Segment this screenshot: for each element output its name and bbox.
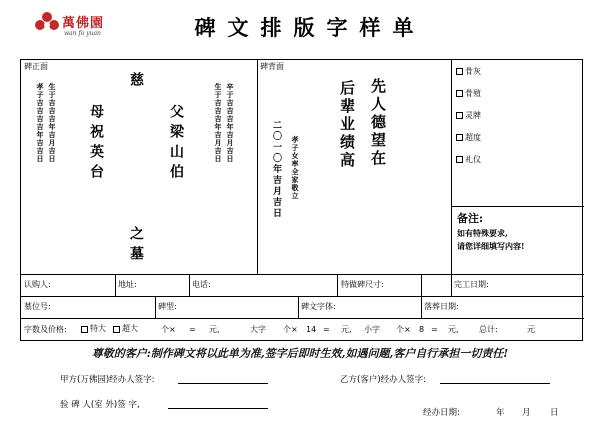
font-field[interactable]: 碑文字体: [301,302,336,311]
party-b-signature-label: 乙方(客户)经办人签字: [340,375,426,385]
small-char-label: 小字 [364,325,380,334]
special-size-field[interactable]: 特做碑尺寸: [341,280,384,289]
option-ashes[interactable] [456,66,481,77]
price-num-14: 14 [306,325,317,334]
front-father-name: 父梁山伯 [168,104,184,184]
checkbox-icon[interactable] [113,326,120,333]
order-form [20,59,583,341]
front-mother-name: 母祝英台 [88,104,104,184]
note-title: 备注: [457,212,484,225]
stone-type-field[interactable]: 碑型: [158,302,177,311]
front-left-column-1: 孝子吉吉吉吉年吉吉日 [36,83,45,163]
option-spirit-tablet[interactable] [456,110,481,121]
option-requiem[interactable] [456,132,481,143]
front-face-label: 碑正面 [24,62,48,71]
option-label: 超大 [122,324,138,333]
phone-field[interactable]: 电话: [192,280,211,289]
divider [337,274,338,296]
front-right-column-1: 生于吉吉吉年吉月吉日 [214,83,223,163]
divider [21,296,584,297]
party-a-signature-field[interactable] [178,383,268,384]
burial-date-field[interactable]: 落葬日期: [424,302,459,311]
divider [421,296,422,318]
price-yuan-3: 元, [448,325,459,334]
price-equals-1: = [189,325,196,334]
price-yuan-2: 元, [341,325,352,334]
divider [421,274,422,296]
page-title: 碑文排版字样单 [194,16,426,40]
inspector-signature-field[interactable] [168,408,268,409]
price-times-1: 个× [161,325,176,334]
buyer-field[interactable]: 认购人: [24,280,51,289]
option-label: 骨灰 [465,67,481,76]
lotus-logo-icon [34,10,60,36]
option-label: 礼仪 [465,155,481,164]
price-num-8: 8 [419,325,425,334]
price-times-2: 个× [283,325,298,334]
price-yuan-1: 元, [209,325,220,334]
price-equals-3: = [431,325,438,334]
option-label: 骨殖 [465,89,481,98]
total-label: 总计: [479,325,498,334]
count-price-label: 字数及价格: [24,325,67,334]
plot-number-field[interactable]: 墓位号: [24,302,51,311]
checkbox-icon[interactable] [456,134,463,141]
party-a-signature-label: 甲方(万佛园)经办人签字: [60,375,155,385]
divider [451,60,452,274]
divider [298,296,299,318]
checkbox-icon[interactable] [456,112,463,119]
divider [21,274,584,275]
back-sign-column: 孝子女率全家敬立 [291,136,300,200]
divider [21,318,584,319]
front-right-column-2: 卒于吉吉吉年吉月吉日 [226,83,235,163]
checkbox-icon[interactable] [81,326,88,333]
super-large-option[interactable] [113,325,138,333]
extra-large-option[interactable] [81,325,106,333]
brand-logo [34,10,134,44]
option-bones[interactable] [456,88,481,99]
date-year-label: 年 [496,408,505,418]
back-face-label: 碑背面 [260,62,284,71]
option-label: 特大 [90,324,106,333]
logo-subtitle: wan fo yuan [64,30,101,37]
option-label: 超度 [465,133,481,142]
handling-date-label: 经办日期: [423,408,460,418]
party-b-signature-field[interactable] [440,383,550,384]
divider [189,274,190,296]
option-ceremony[interactable] [456,154,481,165]
front-left-column-2: 生于吉吉吉年吉月吉日 [48,83,57,163]
checkbox-icon[interactable] [456,90,463,97]
date-day-label: 日 [550,408,559,418]
back-date-column: 二〇一〇年吉月吉日 [271,120,281,219]
divider [155,296,156,318]
option-label: 灵牌 [465,111,481,120]
divider [115,274,116,296]
checkbox-icon[interactable] [456,156,463,163]
front-top-word: 慈 [128,72,144,92]
price-times-3: 个× [396,325,411,334]
checkbox-icon[interactable] [456,68,463,75]
inspector-signature-label: 验 碑 人(室 外)签 字, [60,400,140,410]
date-month-label: 月 [522,408,531,418]
note-line-1: 如有特殊要求, [457,228,508,238]
divider [451,274,452,296]
logo-name: 萬佛園 [62,16,105,31]
back-couplet-2: 后辈业绩高 [338,80,356,170]
address-field[interactable]: 地址: [118,280,137,289]
total-yuan: 元 [527,325,535,334]
customer-notice: 尊敬的客户:制作碑文将以此单为准,签字后即时生效,如遇问题,客户自行承担一切责任! [91,347,509,360]
large-char-label: 大字 [250,325,266,334]
divider [257,60,258,274]
price-equals-2: = [323,325,330,334]
note-line-2: 请您详细填写内容! [457,241,525,251]
front-bottom-word: 之墓 [128,226,144,266]
divider [451,206,584,207]
back-couplet-1: 先人德望在 [369,78,387,168]
completion-date-field[interactable]: 完工日期: [454,280,489,289]
